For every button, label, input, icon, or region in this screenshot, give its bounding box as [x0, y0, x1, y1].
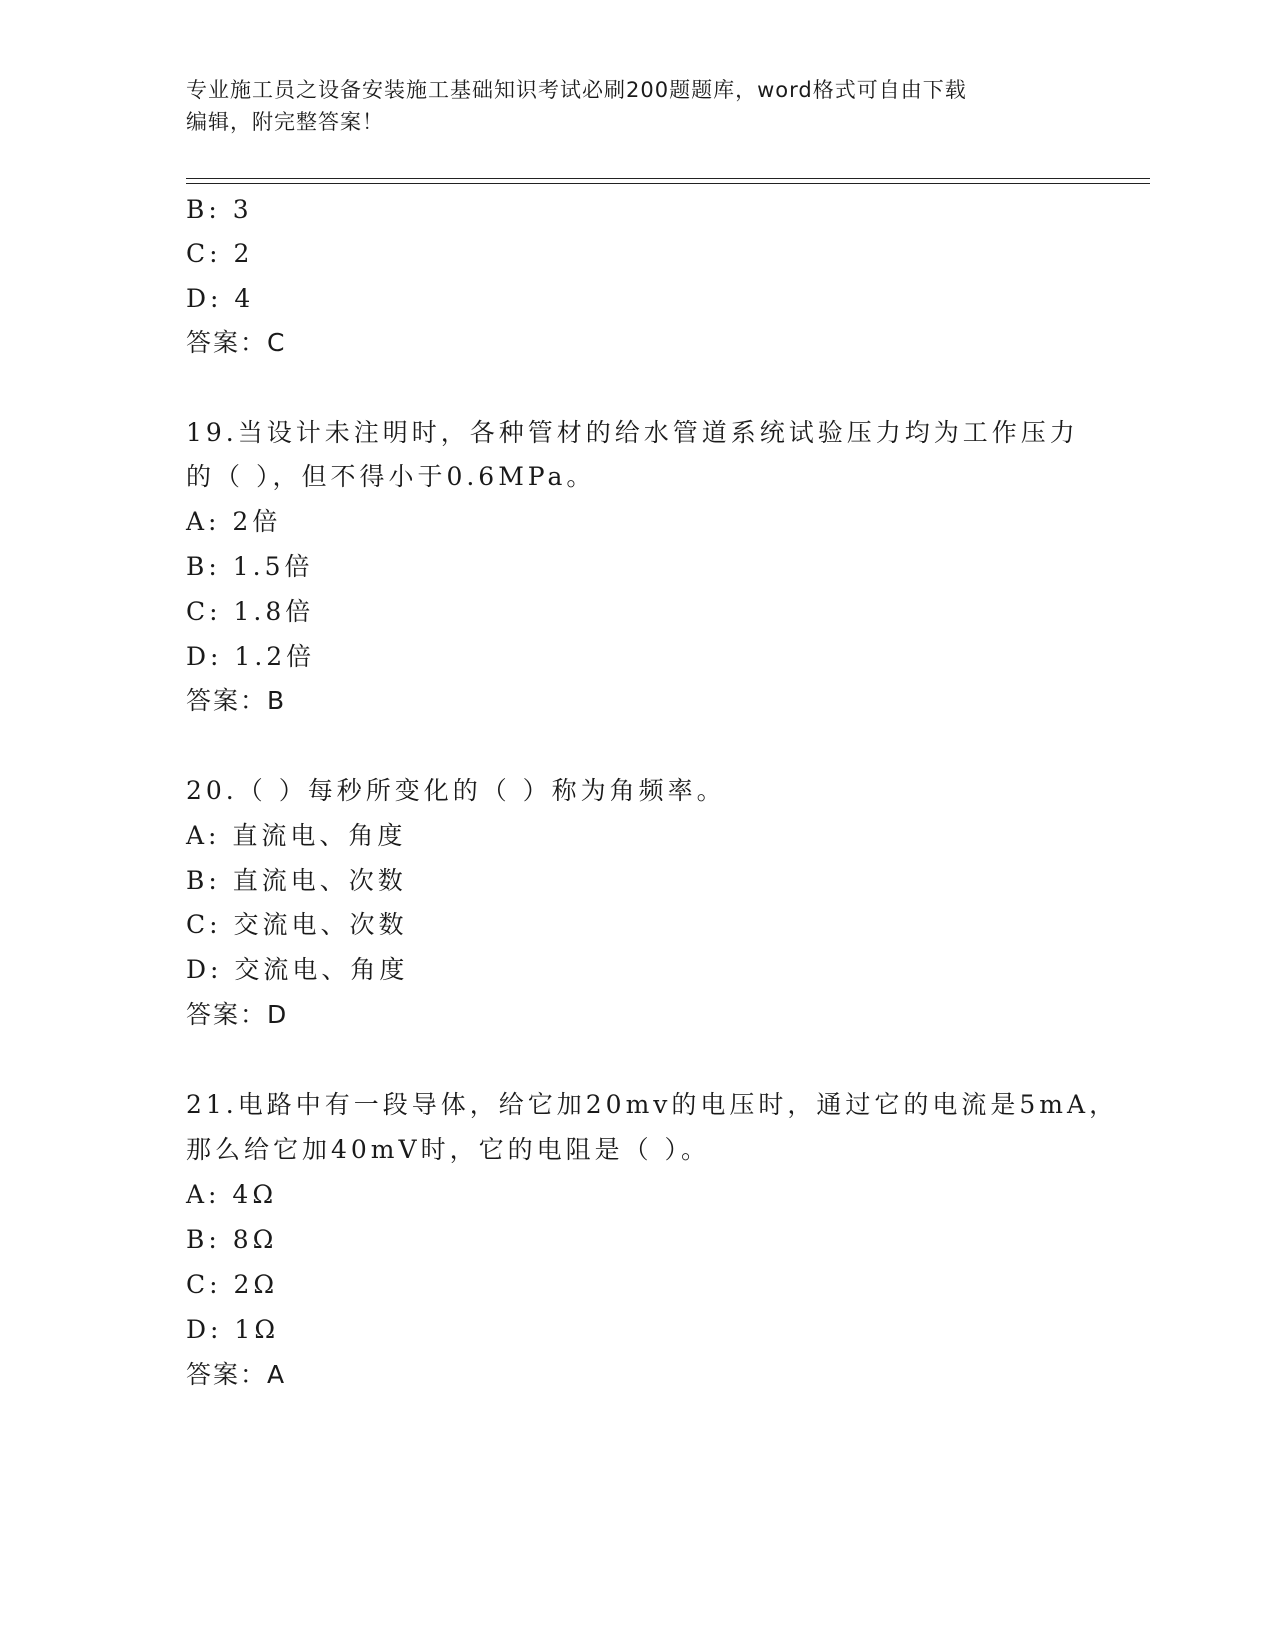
header-line-1: 专业施工员之设备安装施工基础知识考试必刷200题题库，word格式可自由下载 [186, 78, 967, 102]
q19-option-a: A: 2倍 [186, 507, 282, 536]
q18-option-b: B: 3 [186, 195, 253, 224]
q21-stem-line-2: 那么给它加40mV时，它的电阻是（ ）。 [186, 1135, 711, 1164]
header-divider-bottom [186, 183, 1150, 184]
q18-option-c: C: 2 [186, 239, 254, 268]
q19-stem-line-1: 19.当设计未注明时，各种管材的给水管道系统试验压力均为工作压力 [186, 418, 1079, 447]
q21-option-b: B: 8Ω [186, 1225, 278, 1254]
header-line-2: 编辑，附完整答案！ [186, 110, 384, 134]
q19-option-b: B: 1.5倍 [186, 552, 314, 581]
q18-option-d: D: 4 [186, 284, 255, 313]
q21-option-c: C: 2Ω [186, 1270, 279, 1299]
q20-answer: 答案：D [186, 1000, 289, 1029]
q20-option-d: D: 交流电、角度 [186, 955, 409, 984]
q19-option-c: C: 1.8倍 [186, 597, 315, 626]
q19-answer: 答案：B [186, 686, 287, 715]
q20-stem-line-1: 20.（ ）每秒所变化的（ ）称为角频率。 [186, 776, 726, 805]
q20-option-a: A: 直流电、角度 [186, 821, 407, 850]
q20-option-c: C: 交流电、次数 [186, 910, 408, 939]
q18-answer: 答案：C [186, 328, 287, 357]
q21-option-d: D: 1Ω [186, 1315, 280, 1344]
document-header [186, 74, 1086, 138]
q21-stem-line-1: 21.电路中有一段导体，给它加20mv的电压时，通过它的电流是5mA， [186, 1090, 1119, 1119]
q21-answer: 答案：A [186, 1360, 287, 1389]
q21-option-a: A: 4Ω [186, 1180, 278, 1209]
q20-option-b: B: 直流电、次数 [186, 866, 407, 895]
q19-stem-line-2: 的（ ），但不得小于0.6MPa。 [186, 462, 596, 491]
q19-option-d: D: 1.2倍 [186, 642, 316, 671]
header-divider-top [186, 178, 1150, 179]
